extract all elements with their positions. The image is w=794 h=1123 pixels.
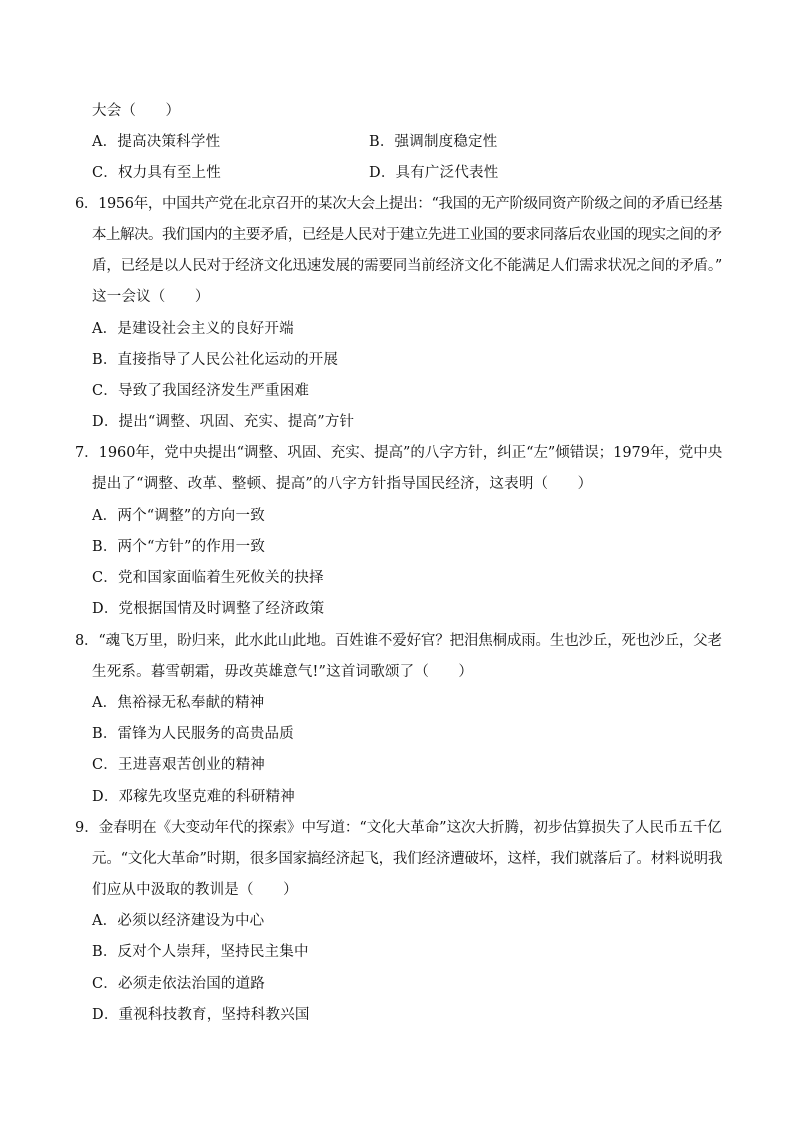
q8-stem-line-1: 8．“魂飞万里，盼归来，此水此山此地。百姓谁不爱好官？把泪焦桐成雨。生也沙丘，死也沙丘，父老 — [75, 633, 722, 649]
q8-option-c: C．王进喜艰苦创业的精神 — [92, 757, 265, 773]
q8-option-a: A．焦裕禄无私奉献的精神 — [92, 695, 265, 711]
q5-option-d: D．具有广泛代表性 — [369, 165, 499, 181]
q7-option-d: D．党根据国情及时调整了经济政策 — [92, 601, 325, 617]
q6-option-c: C．导致了我国经济发生严重困难 — [92, 383, 310, 399]
q6-stem-line-4: 这一会议（ ） — [92, 289, 210, 305]
q6-stem-line-2: 本上解决。我们国内的主要矛盾，已经是人民对于建立先进工业国的要求同落后农业国的现实之间的矛 — [92, 227, 722, 243]
q7-stem-line-1: 7．1960年，党中央提出“调整、巩固、充实、提高”的八字方针，纠正“左”倾错误；1979年，党中央 — [75, 445, 723, 461]
q5-option-c: C．权力具有至上性 — [92, 165, 221, 181]
q5-option-a: A．提高决策科学性 — [92, 134, 221, 150]
q8-option-d: D．邓稼先攻坚克难的科研精神 — [92, 789, 295, 805]
q9-option-d: D．重视科技教育，坚持科教兴国 — [92, 1007, 310, 1023]
q6-option-a: A．是建设社会主义的良好开端 — [92, 321, 294, 337]
q6-stem-line-1: 6．1956年，中国共产党在北京召开的某次大会上提出：“我国的无产阶级同资产阶级之间的矛盾已经基 — [75, 196, 723, 212]
q7-stem-line-2: 提出了“调整、改革、整顿、提高”的八字方针指导国民经济，这表明（ ） — [92, 476, 593, 492]
q6-option-b: B．直接指导了人民公社化运动的开展 — [92, 352, 339, 368]
q9-stem-line-2: 元。“文化大革命”时期，很多国家搞经济起飞，我们经济遭破坏，这样，我们就落后了。材料说明我 — [92, 851, 723, 867]
q8-option-b: B．雷锋为人民服务的高贵品质 — [92, 726, 294, 742]
q6-option-d: D．提出“调整、巩固、充实、提高”方针 — [92, 414, 355, 430]
q5-option-b: B．强调制度稳定性 — [369, 134, 498, 150]
q6-stem-line-3: 盾，已经是以人民对于经济文化迅速发展的需要同当前经济文化不能满足人们需求状况之间的矛盾。” — [92, 258, 723, 274]
q8-stem-line-2: 生死系。暮雪朝霜，毋改英雄意气!”这首词歌颂了（ ） — [92, 664, 474, 680]
q9-option-c: C．必须走依法治国的道路 — [92, 976, 265, 992]
q9-option-b: B．反对个人崇拜，坚持民主集中 — [92, 944, 309, 960]
q9-stem-line-3: 们应从中汲取的教训是（ ） — [92, 882, 298, 898]
q9-option-a: A．必须以经济建设为中心 — [92, 913, 265, 929]
q7-option-c: C．党和国家面临着生死攸关的抉择 — [92, 570, 324, 586]
q7-option-b: B．两个“方针”的作用一致 — [92, 539, 266, 555]
q9-stem-line-1: 9．金春明在《大变动年代的探索》中写道：“文化大革命”这次大折腾，初步估算损失了人民币五千亿 — [75, 820, 722, 836]
q5-stem-end: 大会（ ） — [92, 103, 181, 119]
q7-option-a: A．两个“调整”的方向一致 — [92, 508, 265, 524]
